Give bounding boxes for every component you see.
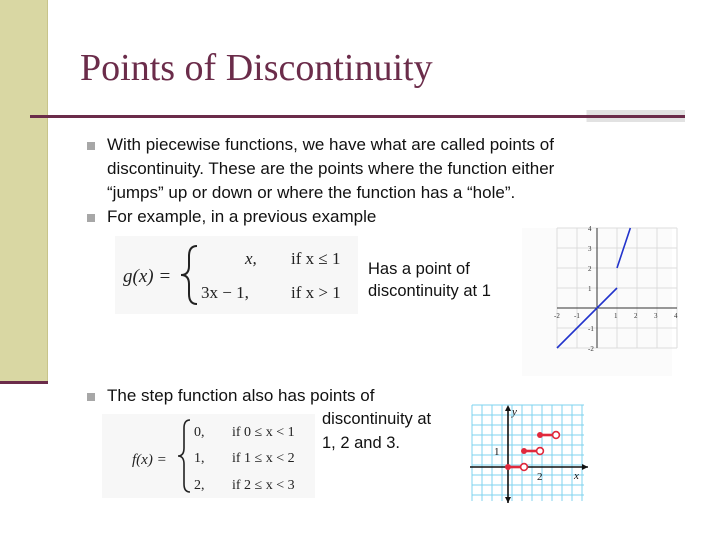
bullet-marker — [87, 393, 95, 401]
x-tick-label: 3 — [654, 312, 658, 320]
y-axis-arrow — [505, 405, 511, 411]
x-tick-label: -2 — [554, 312, 560, 320]
formula-f — [102, 414, 315, 498]
formula-g-box — [115, 236, 358, 314]
step-open-point — [553, 432, 560, 439]
y-tick-label: -1 — [588, 325, 594, 333]
y-axis-arrow-bottom — [505, 497, 511, 503]
y-tick-label: -2 — [588, 345, 594, 353]
formula-f-case-1-cond: if 0 ≤ x < 1 — [232, 425, 295, 440]
bullet-1-line-2: discontinuity. These are the points where the function either — [107, 159, 555, 178]
series-line-left — [557, 288, 617, 348]
y-tick-label: 1 — [588, 285, 592, 293]
formula-g-case-1-expr: x, — [245, 249, 257, 268]
step-open-point — [521, 464, 528, 471]
slide-title: Points of Discontinuity — [80, 47, 433, 89]
graph-g — [522, 225, 678, 376]
step-open-point — [537, 448, 544, 455]
formula-g-case-1-cond: if x ≤ 1 — [291, 249, 341, 268]
graph-g-box — [522, 225, 678, 376]
formula-f-box — [102, 414, 315, 498]
x-tick-label: 4 — [674, 312, 678, 320]
left-accent-bar — [0, 0, 48, 382]
y-tick-label: 3 — [588, 245, 592, 253]
x-tick-label: 2 — [634, 312, 638, 320]
formula-g-name: g(x) = — [123, 266, 172, 287]
bullet-3-text: The step function also has points of — [107, 386, 375, 405]
step-note-line-2: 1, 2 and 3. — [322, 434, 400, 452]
x-tick-label: 1 — [614, 312, 618, 320]
formula-g-case-2-cond: if x > 1 — [291, 283, 341, 302]
g-note-line-2: discontinuity at 1 — [368, 282, 491, 300]
graph-f — [462, 397, 594, 509]
formula-g-case-2-expr: 3x − 1, — [201, 283, 249, 302]
title-rule — [30, 115, 685, 118]
formula-f-case-3-expr: 2, — [194, 478, 205, 493]
y-tick-label: 1 — [494, 446, 500, 458]
x-axis-label: x — [574, 470, 579, 482]
y-axis-label: y — [512, 406, 517, 418]
bullet-marker — [87, 214, 95, 222]
formula-f-case-3-cond: if 2 ≤ x < 3 — [232, 478, 295, 493]
formula-g — [115, 236, 358, 314]
formula-f-case-2-expr: 1, — [194, 451, 205, 466]
step-closed-point — [505, 464, 511, 470]
left-accent-underline — [0, 381, 48, 384]
formula-f-brace — [178, 420, 190, 492]
formula-f-name: f(x) = — [132, 452, 167, 468]
bullet-marker — [87, 142, 95, 150]
y-tick-label: 2 — [588, 265, 592, 273]
y-tick-label: 4 — [588, 225, 592, 233]
step-closed-point — [521, 448, 527, 454]
formula-f-case-2-cond: if 1 ≤ x < 2 — [232, 451, 295, 466]
g-note-line-1: Has a point of — [368, 260, 470, 278]
formula-f-case-1-expr: 0, — [194, 425, 205, 440]
x-tick-label: 2 — [537, 471, 543, 483]
step-closed-point — [537, 432, 543, 438]
graph-f-box — [462, 397, 594, 509]
bullet-1-line-3: “jumps” up or down or where the function has a “hole”. — [107, 183, 516, 202]
x-axis-arrow — [582, 464, 588, 470]
bullet-2-text: For example, in a previous example — [107, 207, 377, 226]
formula-g-brace — [181, 246, 197, 304]
x-tick-label: -1 — [574, 312, 580, 320]
step-note-line-1: discontinuity at — [322, 410, 432, 428]
bullet-1-line-1: With piecewise functions, we have what are called points of — [107, 135, 554, 154]
